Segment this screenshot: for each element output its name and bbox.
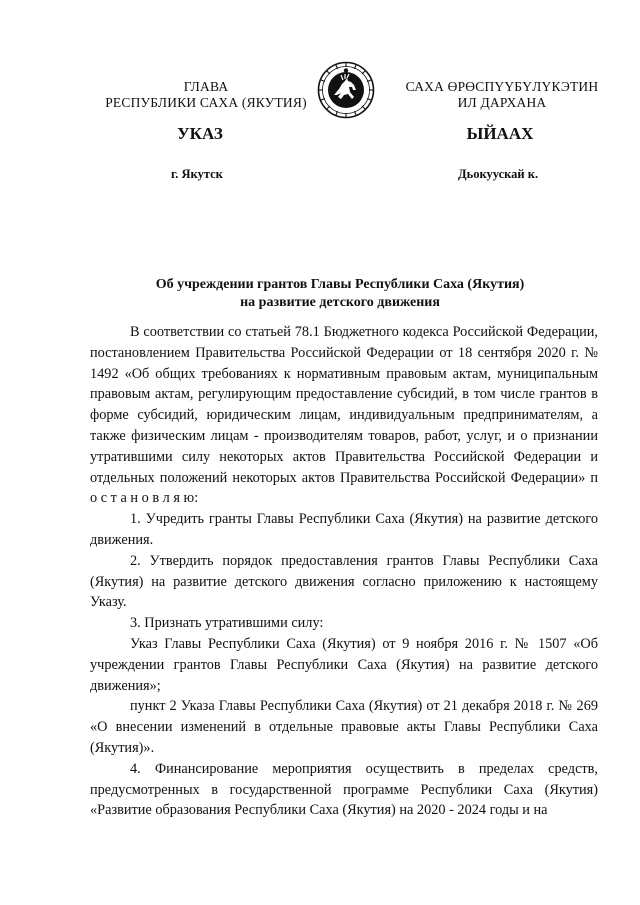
document-body — [90, 322, 598, 821]
decree-title-sakha: ЫЙААХ — [466, 124, 534, 143]
paragraph-item-2: 2. Утвердить порядок предоставления грантов Главы Республики Саха (Якутия) на развитие детского движения согласно приложению к настоящему Указу. — [90, 552, 598, 611]
issuer-left-line1: ГЛАВА — [183, 79, 229, 94]
issuer-left — [88, 79, 324, 111]
city-ru: г. Якутск — [171, 167, 223, 181]
document-title-line1: Об учреждении грантов Главы Республики Саха (Якутия) — [155, 277, 525, 292]
paragraph-preamble: В соответствии со статьей 78.1 Бюджетного кодекса Российской Федерации, постановлением Правительства Российской Федерации от 18 сентября 2020 г. № 1492 «Об общих требованиях к нормативным правовым актам, муниципальным правовым актам, регулирующим предоставление субсидий, в том числе грантов в форме субсидий, юридическим лицам, индивидуальным предпринимателям, а также физическим лицам - производителям товаров, работ, услуг, и о признании утратившими силу некоторых актов Правительства Российской Федерации и отдельных положений некоторых актов Правительства Российской Федерации» п о с т а н о в л я ю: — [90, 324, 598, 507]
paragraph-item-3-sub-2: пункт 2 Указа Главы Республики Саха (Якутия) от 21 декабря 2018 г. № 269 «О внесении изменений в отдельные правовые акты Главы Республики Саха (Якутия)». — [90, 698, 598, 756]
issuer-left-line2: РЕСПУБЛИКИ САХА (ЯКУТИЯ) — [105, 95, 307, 110]
decree-title-ru: УКАЗ — [177, 124, 223, 143]
document-title — [90, 276, 590, 312]
paragraph-item-1: 1. Учредить гранты Главы Республики Саха (Якутия) на развитие детского движения. — [90, 511, 598, 548]
city-sakha: Дьокуускай к. — [458, 167, 539, 181]
issuer-right-line1: САХА ӨРӨСПҮҮБҮЛҮКЭТИН — [405, 79, 599, 94]
paragraph-item-3-sub-1: Указ Главы Республики Саха (Якутия) от 9 ноября 2016 г. № 1507 «Об учреждении грантов Главы Республики Саха (Якутия) на развитие детского движения»; — [90, 635, 598, 694]
paragraph-item-4: 4. Финансирование мероприятия осуществить в пределах средств, предусмотренных в государственной программе Республики Саха (Якутия) «Развитие образования Республики Саха (Якутия) на 2020 - 2024 годы и на — [90, 760, 598, 819]
sakha-coat-of-arms-icon — [317, 61, 375, 119]
issuer-right-line2: ИЛ ДАРХАНА — [457, 95, 547, 110]
document-title-line2: на развитие детского движения — [240, 295, 440, 310]
issuer-right — [396, 79, 608, 111]
paragraph-item-3: 3. Признать утратившими силу: — [130, 615, 324, 632]
